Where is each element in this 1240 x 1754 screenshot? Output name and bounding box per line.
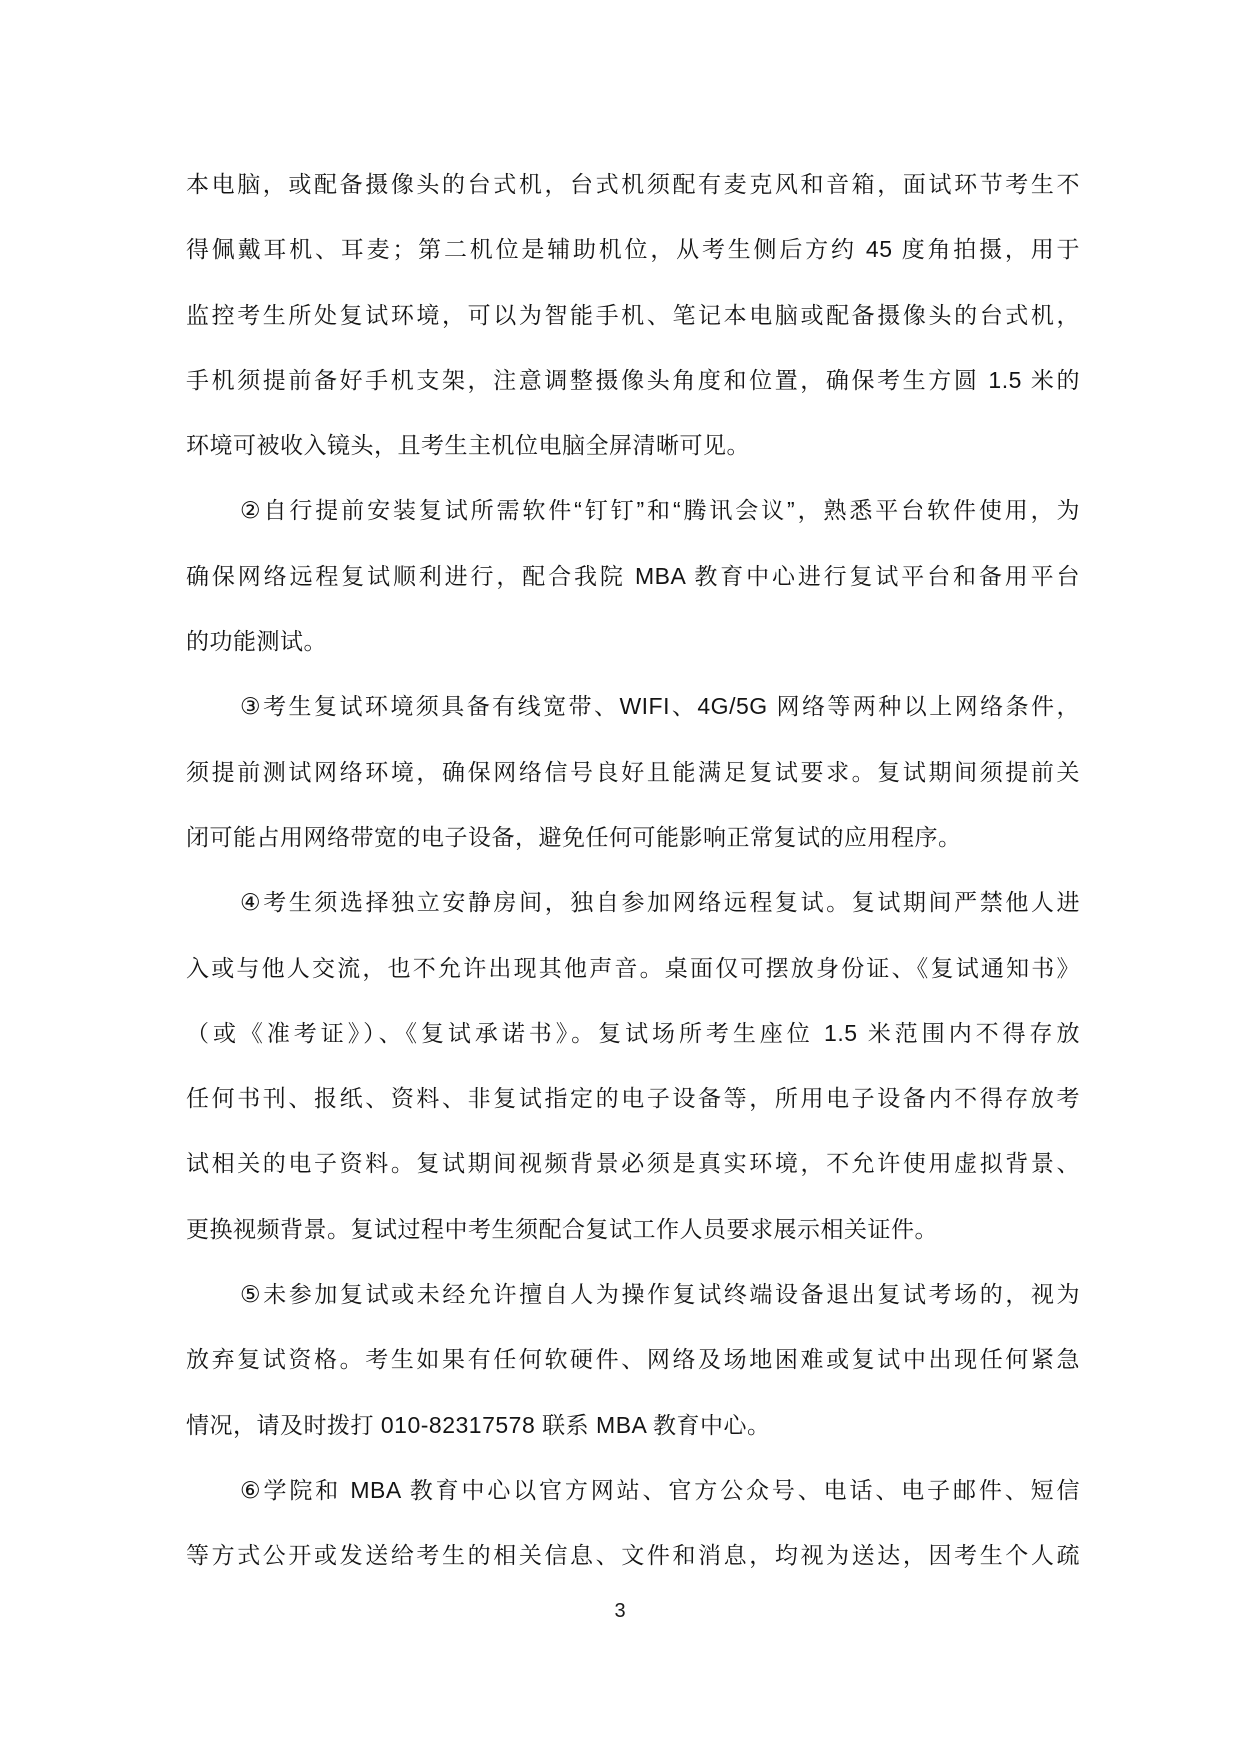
text-line: 等方式公开或发送给考生的相关信息、文件和消息，均视为送达，因考生个人疏 [186,1542,1080,1569]
text-line: ⑥学院和 MBA 教育中心以官方网站、官方公众号、电话、电子邮件、短信 [240,1476,1080,1503]
text-line: 须提前测试网络环境，确保网络信号良好且能满足复试要求。复试期间须提前关 [186,758,1080,785]
text-line: 手机须提前备好手机支架，注意调整摄像头角度和位置，确保考生方圆 1.5 米的 [186,366,1080,393]
page-number: 3 [614,1600,626,1622]
text-line: ②自行提前安装复试所需软件“钉钉”和“腾讯会议”，熟悉平台软件使用，为 [240,497,1080,524]
text-line: ④考生须选择独立安静房间，独自参加网络远程复试。复试期间严禁他人进 [240,889,1080,916]
text-line: 闭可能占用网络带宽的电子设备，避免任何可能影响正常复试的应用程序。 [186,823,962,850]
text-line: ⑤未参加复试或未经允许擅自人为操作复试终端设备退出复试考场的，视为 [240,1281,1080,1308]
text-line: 确保网络远程复试顺利进行，配合我院 MBA 教育中心进行复试平台和备用平台 [186,562,1080,589]
text-line: 得佩戴耳机、耳麦；第二机位是辅助机位，从考生侧后方约 45 度角拍摄，用于 [186,236,1080,263]
text-line: 环境可被收入镜头，且考生主机位电脑全屏清晰可见。 [186,432,750,459]
text-line: 任何书刊、报纸、资料、非复试指定的电子设备等，所用电子设备内不得存放考 [186,1085,1080,1112]
text-line: （或《准考证》）、《复试承诺书》。复试场所考生座位 1.5 米范围内不得存放 [186,1019,1080,1046]
text-line: 的功能测试。 [186,628,327,655]
text-line: 入或与他人交流，也不允许出现其他声音。桌面仅可摆放身份证、《复试通知书》 [186,954,1080,981]
text-line: 监控考生所处复试环境，可以为智能手机、笔记本电脑或配备摄像头的台式机， [186,301,1080,328]
text-line: 情况，请及时拨打 010-82317578 联系 MBA 教育中心。 [186,1411,771,1438]
text-line: ③考生复试环境须具备有线宽带、WIFI、4G/5G 网络等两种以上网络条件， [240,693,1080,720]
text-line: 本电脑，或配备摄像头的台式机，台式机须配有麦克风和音箱，面试环节考生不 [186,171,1080,197]
text-line: 试相关的电子资料。复试期间视频背景必须是真实环境，不允许使用虚拟背景、 [186,1150,1080,1177]
text-line: 放弃复试资格。考生如果有任何软硬件、网络及场地困难或复试中出现任何紧急 [186,1346,1080,1373]
text-line: 更换视频背景。复试过程中考生须配合复试工作人员要求展示相关证件。 [186,1215,938,1242]
document-body [186,152,1080,1589]
